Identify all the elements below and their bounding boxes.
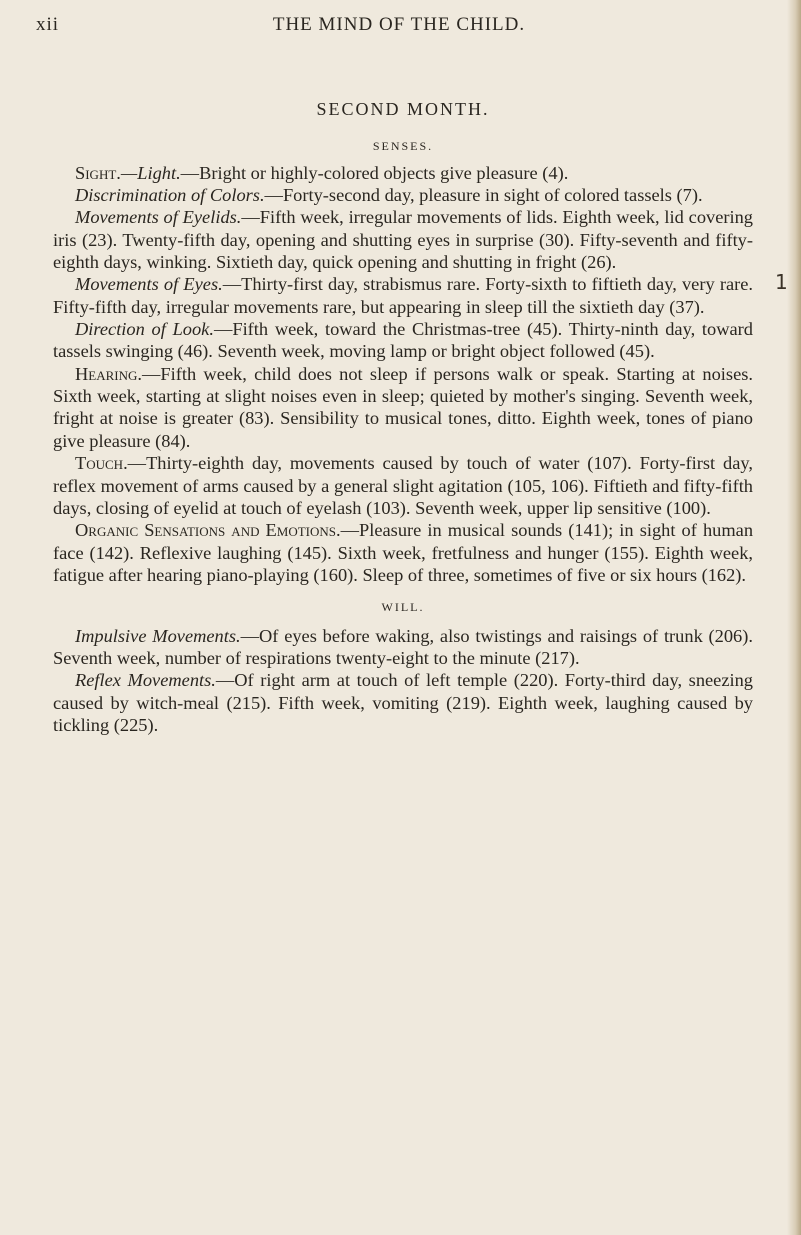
- touch-lead: Touch.: [75, 453, 128, 474]
- sight-text: —Bright or highly-colored objects give pleasure (4).: [180, 162, 569, 183]
- colors-lead: Discrimination of Colors.: [75, 185, 265, 206]
- eyelids-lead: Movements of Eyelids.: [75, 207, 242, 228]
- eyelids-text: —Fifth week, irregular movements of lids. Eighth week, lid covering iris (23). Twenty-fifth day, opening and shutting eyes in surprise (30). Fifty-seventh and fifty-eighth days, winking. Sixtieth day, quick opening and shutting in fright (26).: [53, 207, 753, 273]
- page-body: [53, 98, 753, 736]
- sight-lead: Sight.: [75, 162, 121, 183]
- page-header: [36, 6, 762, 46]
- page-edge: [787, 0, 801, 1235]
- section-title: SECOND MONTH.: [316, 99, 490, 119]
- senses-heading: SENSES.: [372, 139, 434, 154]
- organic-text: —Pleasure in musical sounds (141); in sight of human face (142). Reflexive laughing (145). Sixth week, fretfulness and hunger (155). Eighth week, fatigue after hearing piano-playing (160). Sleep of three, sometimes of five or six hours (162).: [53, 520, 754, 585]
- paragraph-colors: [53, 184, 753, 206]
- organic-lead: Organic Sensations and Emotions.: [75, 520, 341, 541]
- impulsive-text: —Of eyes before waking, also twistings and raisings of trunk (206). Seventh week, number of respirations twenty-eight to the minute (217).: [53, 625, 753, 668]
- reflex-text: —Of right arm at touch of left temple (220). Forty-third day, sneezing caused by witch-meal (215). Fifth week, vomiting (219). Eighth week, laughing caused by tickling (225).: [53, 670, 753, 735]
- reflex-lead: Reflex Movements.: [75, 670, 216, 691]
- page-number: xii: [36, 14, 60, 35]
- paragraph-impulsive: [53, 625, 753, 670]
- hearing-text: —Fifth week, child does not sleep if persons walk or speak. Starting at noises. Sixth week, starting at slight noises even in sleep; quieted by mother's singing. Seventh week, fright at noise is greater (83). Sensibility to musical tones, ditto. Eighth week, tones of piano give pleasure (84).: [53, 363, 753, 451]
- sight-sub: —Light.: [120, 162, 181, 183]
- hearing-lead: Hearing.: [75, 363, 142, 384]
- look-text: —Fifth week, toward the Christmas-tree (45). Thirty-ninth day, toward tassels swinging (46). Seventh week, moving lamp or bright object followed (45).: [53, 319, 753, 362]
- margin-mark: 1: [775, 270, 788, 294]
- running-title: THE MIND OF THE CHILD.: [272, 14, 526, 35]
- colors-text: —Forty-second day, pleasure in sight of colored tassels (7).: [264, 185, 703, 206]
- eyes-text: —Thirty-first day, strabismus rare. Forty-sixth to fiftieth day, very rare. Fifty-fifth day, irregular movements rare, but appearing in sleep till the sixtieth day (37).: [53, 274, 753, 317]
- paragraph-eyes: [53, 273, 753, 318]
- paragraph-touch: [53, 452, 753, 519]
- paragraph-eyelids: [53, 206, 753, 273]
- look-lead: Direction of Look.: [75, 319, 214, 340]
- paragraph-sight: [53, 162, 753, 184]
- paragraph-hearing: [53, 363, 753, 452]
- paragraph-reflex: [53, 669, 753, 736]
- touch-text: —Thirty-eighth day, movements caused by touch of water (107). Forty-first day, reflex movement of arms caused by a general slight agitation (105, 106). Fiftieth and fifty-fifth days, closing of eyelid at touch of eyelash (103). Seventh week, upper lip sensitive (100).: [53, 453, 753, 518]
- eyes-lead: Movements of Eyes.: [75, 274, 223, 295]
- will-heading: WILL.: [381, 600, 425, 615]
- paragraph-look: [53, 318, 753, 363]
- paragraph-organic: [53, 519, 753, 586]
- impulsive-lead: Impulsive Movements.: [75, 625, 241, 646]
